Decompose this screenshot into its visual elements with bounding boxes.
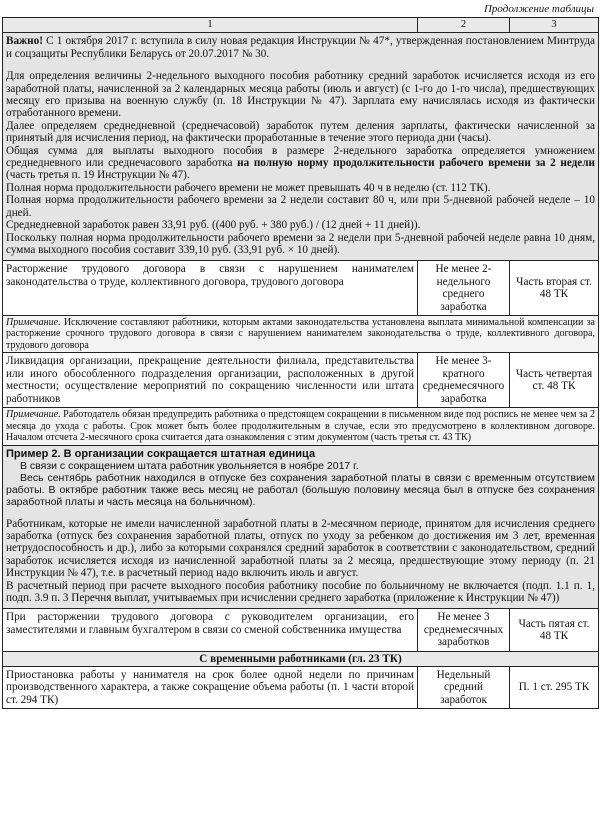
table-row xyxy=(3,667,599,709)
payments-table xyxy=(2,17,599,709)
header-col-3: 3 xyxy=(510,18,599,33)
example2-block xyxy=(3,445,599,609)
paragraph: Среднедневной заработок равен 33,91 руб. ((400 руб. + 380 руб.) / (12 дней + 11 дней)). xyxy=(6,219,421,232)
note-text: Работодатель обязан предупредить работника о предстоящем сокращении в письменном виде под роспись не менее чем за 2 месяца до ухода с работы. Срок может быть более продолжительным в случае, если это предусмотрено в коллективном договоре. Началом отсчета 2-месячного срока считается дата ознакомления с этим документом (часть третья ст. 43 ТК) xyxy=(6,409,595,444)
example-line: В связи с сокращением штата работник увольняется в ноябре 2017 г. xyxy=(20,459,359,472)
table-row xyxy=(3,609,599,651)
table-row xyxy=(3,353,599,408)
paragraph: В расчетный период при расчете выходного пособия работнику пособие по больничному не включается (подп. 1.1 п. 1, подп. 3.9 п. 3 Перечня выплат, учитываемых при исчислении среднего заработка (приложение к Инструкции № 47)) xyxy=(6,579,595,604)
example-box xyxy=(6,448,595,508)
example-title: Пример 2. В организации сокращается штатная единица xyxy=(6,447,316,460)
example-line: Весь сентябрь работник находился в отпуске без сохранения заработной платы в связи с временным отсутствием работы. В октябре работник также весь месяц не работал (большую половину месяца был в отпуске без сохранения заработной платы и часть месяца на больничном). xyxy=(6,471,595,508)
continuation-label: Продолжение таблицы xyxy=(483,3,594,15)
important-text: С 1 октября 2017 г. вступила в силу новая редакция Инструкции № 47*, утвержденная постановлением Минтруда и соцзащиты Республики Беларусь от 20.07.2017 № 30. xyxy=(6,35,595,60)
paragraph-total: Общая сумма для выплаты выходного пособия в размере 2-недельного заработка определяется умножением среднедневного или среднечасового заработка на полную норму продолжительности рабочего времени за 2 недели (часть третья п. 19 Инструкции № 47). xyxy=(6,144,595,182)
row-amount: Недельный средний заработок xyxy=(418,667,510,709)
row-description: Расторжение трудового договора в связи с нарушением нанимателем законодательства о труде, коллективного договора, трудового договора xyxy=(3,261,418,316)
header-col-2: 2 xyxy=(418,18,510,33)
section-title: С временными работниками (гл. 23 ТК) xyxy=(3,651,599,666)
header-row xyxy=(3,18,599,33)
row-amount: Не менее 3-кратного среднемесячного заработка xyxy=(418,353,510,408)
paragraph: Поскольку полная норма продолжительности рабочего времени за 2 недели при 5-дневной рабочей неделе равна 10 дням, сумма выходного пособия составит 339,10 руб. (33,91 руб. × 10 дней). xyxy=(6,231,595,256)
table-row xyxy=(3,261,599,316)
important-note xyxy=(6,35,595,60)
note-label: Примечание. xyxy=(6,409,61,421)
row-reference: Часть четвертая ст. 48 ТК xyxy=(510,353,599,408)
note-text: Исключение составляют работники, которым актами законодательства установлена выплата минимальной компенсации за расторжение срочного трудового договора в связи с нарушением нанимателем законодательства о труде, коллективного договора, трудового договора xyxy=(6,316,595,351)
paragraph: Для определения величины 2-недельного выходного пособия работнику средний заработок исчисляется исходя из его заработной платы, начисленной за 2 календарных месяца работы (июль и август) (с 1-го до 1-го числа), предшествующих месяцу его призыва на военную службу (п. 18 Инструкции № 47). Зарплата ему начислялась исходя из фактически отработанного времени. xyxy=(6,70,595,120)
example1-block xyxy=(3,33,599,261)
note-row xyxy=(3,408,599,446)
paragraph: Далее определяем среднедневной (среднечасовой) заработок путем деления зарплаты, фактически начисленной за принятый для исчисления период, на фактически проработанные в течение этого периода дни (часы). xyxy=(6,119,595,145)
row-description: При расторжении трудового договора с руководителем организации, его заместителями и главным бухгалтером в связи со сменой собственника имущества xyxy=(3,609,418,651)
row-amount: Не менее 2-недельного среднего заработка xyxy=(418,261,510,316)
header-col-1: 1 xyxy=(3,18,418,33)
note-row xyxy=(3,315,599,353)
paragraph: Полная норма продолжительности рабочего времени за 2 недели составит 80 ч, или при 5-дневной рабочей неделе – 10 дней. xyxy=(6,194,595,219)
note-label: Примечание. xyxy=(6,316,61,328)
section-row xyxy=(3,651,599,666)
row-description: Ликвидация организации, прекращение деятельности филиала, представительства или иного обособленного подразделения организации, расположенных в другой местности; осуществление мероприятий по сокращению численности или штата работников xyxy=(3,353,418,408)
row-reference: Часть вторая ст. 48 ТК xyxy=(510,261,599,316)
paragraph: Полная норма продолжительности рабочего времени не может превышать 40 ч в неделю (ст. 112 ТК). xyxy=(6,181,491,194)
paragraph: Работникам, которые не имели начисленной заработной платы в 2-месячном периоде, принятом для исчисления среднего заработка (отпуск без сохранения заработной платы, отпуск по уходу за ребенком до достижения им 3 лет, временная нетрудоспособность и др.), либо за которыми сохранялся средний заработок в соответствии с законодательством, средний заработок исчисляется исходя из начисленной заработной платы за 2 месяца, предшествующие этому периоду (п. 21 Инструкции № 47), т.е. в расчетный период надо включить июль и август. xyxy=(6,517,595,580)
row-description: Приостановка работы у нанимателя на срок более одной недели по причинам производственного характера, а также сокращение объема работы (п. 1 части второй ст. 294 ТК) xyxy=(3,667,418,709)
row-amount: Не менее 3 среднемесячных заработков xyxy=(418,609,510,651)
row-reference: Часть пятая ст. 48 ТК xyxy=(510,609,599,651)
row-reference: П. 1 ст. 295 ТК xyxy=(510,667,599,709)
important-lead: Важно! xyxy=(6,35,43,48)
